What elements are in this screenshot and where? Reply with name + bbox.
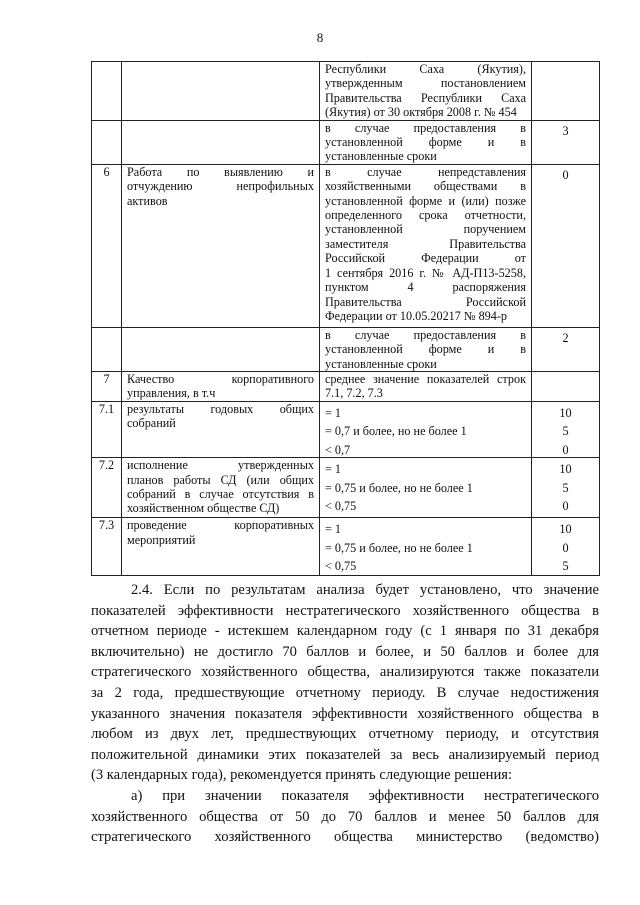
paragraph-line: любом из двух лет, предшествующих отчетному периоду, и отсутствия xyxy=(91,726,599,743)
paragraph-line: положительной динамики этих показателей за весь анализируемый период xyxy=(91,746,599,763)
name-line: собраний в случае отсутствия в xyxy=(127,486,314,501)
paragraph-a xyxy=(91,786,599,848)
score-value: 10 xyxy=(559,462,572,477)
indicator-condition xyxy=(320,327,532,371)
cond-line: < 0,7 xyxy=(325,442,351,457)
indicator-name xyxy=(122,164,320,327)
indicator-condition xyxy=(320,458,532,518)
paragraph-line: включительно) не достигло 70 баллов и более, и 50 баллов и более для xyxy=(91,643,599,660)
cond-line: = 1 xyxy=(325,522,342,537)
score xyxy=(532,62,600,121)
table-row xyxy=(92,62,600,121)
table-row xyxy=(92,401,600,457)
score xyxy=(532,120,600,164)
table-row xyxy=(92,120,600,164)
row-number: 7 xyxy=(92,372,122,402)
cond-line: установленные сроки xyxy=(325,149,437,164)
row-number: 7.2 xyxy=(92,458,122,518)
name-line: проведение корпоративных xyxy=(127,518,314,533)
indicator-condition xyxy=(320,62,532,121)
score-value: 2 xyxy=(562,330,569,345)
score-value: 10 xyxy=(559,522,572,537)
cond-line: = 1 xyxy=(325,405,342,420)
cond-line: = 0,7 и более, но не более 1 xyxy=(325,424,467,439)
score-value: 5 xyxy=(562,424,569,439)
score xyxy=(532,164,600,327)
cond-line: установленной форме и в xyxy=(325,342,526,357)
row-number xyxy=(92,120,122,164)
score-value: 10 xyxy=(559,405,572,420)
cond-line: = 0,75 и более, но не более 1 xyxy=(325,540,473,555)
indicator-name xyxy=(122,372,320,402)
cond-line: Правительства Республики Саха xyxy=(325,90,526,105)
cond-line: установленной поручением xyxy=(325,222,526,237)
score-value: 0 xyxy=(562,167,569,182)
cond-line: установленные сроки xyxy=(325,356,437,371)
name-line: исполнение утвержденных xyxy=(127,458,314,473)
paragraph-line: хозяйственного общества от 50 до 70 баллов и менее 50 баллов для xyxy=(91,808,599,825)
indicator-name xyxy=(122,120,320,164)
table-row xyxy=(92,372,600,402)
paragraph-line: за 2 года, предшествующие отчетному периоду. В случае недостижения xyxy=(91,684,599,701)
cond-line: Российской Федерации от xyxy=(325,251,526,266)
row-number: 7.1 xyxy=(92,401,122,457)
paragraph-line: стратегического хозяйственного общества министерство (ведомство) xyxy=(91,829,599,846)
score xyxy=(532,518,600,576)
cond-line: в случае предоставления в xyxy=(325,120,526,135)
indicator-condition xyxy=(320,401,532,457)
indicators-table xyxy=(91,61,600,576)
name-line: управления, в т.ч xyxy=(127,386,216,401)
score xyxy=(532,327,600,371)
indicator-name xyxy=(122,458,320,518)
score-value: 0 xyxy=(562,498,569,513)
row-number xyxy=(92,327,122,371)
score-value: 5 xyxy=(562,480,569,495)
score-value: 3 xyxy=(562,123,569,138)
table-row xyxy=(92,327,600,371)
row-number: 7.3 xyxy=(92,518,122,576)
score xyxy=(532,401,600,457)
cond-line: установленной форме и в xyxy=(325,135,526,150)
name-line: мероприятий xyxy=(127,532,196,547)
name-line: планов работы СД (или общих xyxy=(127,472,314,487)
cond-line: в случае непредставления xyxy=(325,164,526,179)
indicator-name xyxy=(122,62,320,121)
cond-line: = 0,75 и более, но не более 1 xyxy=(325,480,473,495)
paragraph-line: 2.4. Если по результатам анализа будет установлено, что значение xyxy=(131,582,599,598)
paragraph-line: стратегического хозяйственного общества, анализируются также показатели xyxy=(91,664,599,681)
score-value: 0 xyxy=(562,540,569,555)
cond-line: установленной форме и (или) позже xyxy=(325,193,526,208)
cond-line: Республики Саха (Якутия), xyxy=(325,62,526,76)
table-row xyxy=(92,518,600,576)
name-line: Работа по выявлению и xyxy=(127,164,314,179)
name-line: отчуждению непрофильных xyxy=(127,179,314,194)
paragraph-2-4 xyxy=(91,580,599,786)
cond-line: определенного срока отчетности, xyxy=(325,208,526,223)
table-row xyxy=(92,458,600,518)
name-line: хозяйственном обществе СД) xyxy=(127,501,280,516)
cond-line: пунктом 4 распоряжения xyxy=(325,280,526,295)
cond-line: Федерации от 10.05.20217 № 894-р xyxy=(325,308,508,323)
name-line: активов xyxy=(127,193,168,208)
score xyxy=(532,458,600,518)
indicator-name xyxy=(122,327,320,371)
cond-line: < 0,75 xyxy=(325,558,357,573)
paragraph-line: (3 календарных года), рекомендуется принять следующие решения: xyxy=(91,767,513,784)
indicator-condition xyxy=(320,164,532,327)
cond-line: утвержденным постановлением xyxy=(325,76,526,91)
paragraph-line: указанного значения показателя эффективности хозяйственного общества в xyxy=(91,705,599,722)
cond-line: в случае предоставления в xyxy=(325,327,526,342)
score-value: 0 xyxy=(562,442,569,457)
indicator-name xyxy=(122,518,320,576)
name-line: собраний xyxy=(127,416,176,431)
cond-line: 7.1, 7.2, 7.3 xyxy=(325,386,383,401)
page-number: 8 xyxy=(316,30,324,45)
table-row xyxy=(92,164,600,327)
cond-line: < 0,75 xyxy=(325,498,357,513)
cond-line: 1 сентября 2016 г. № АД-П13-5258, xyxy=(325,265,526,280)
cond-line: = 1 xyxy=(325,462,342,477)
cond-line: среднее значение показателей строк xyxy=(325,372,526,387)
name-line: Качество корпоративного xyxy=(127,372,314,387)
cond-line: заместителя Правительства xyxy=(325,236,526,251)
cond-line: (Якутия) от 30 октября 2008 г. № 454 xyxy=(325,105,517,120)
cond-line: Правительства Российской xyxy=(325,294,526,309)
cond-line: хозяйственными обществами в xyxy=(325,179,526,194)
row-number: 6 xyxy=(92,164,122,327)
indicator-condition xyxy=(320,372,532,402)
score-value: 5 xyxy=(562,558,569,573)
paragraph-line: а) при значении показателя эффективности нестратегического xyxy=(131,788,599,804)
row-number xyxy=(92,62,122,121)
indicator-name xyxy=(122,401,320,457)
indicator-condition xyxy=(320,518,532,576)
name-line: результаты годовых общих xyxy=(127,401,314,416)
paragraph-line: показателей эффективности нестратегического хозяйственного общества в xyxy=(91,602,599,619)
score xyxy=(532,372,600,402)
indicator-condition xyxy=(320,120,532,164)
paragraph-line: отчетном периоде - истекшем календарном году (с 1 января по 31 декабря xyxy=(91,623,599,640)
